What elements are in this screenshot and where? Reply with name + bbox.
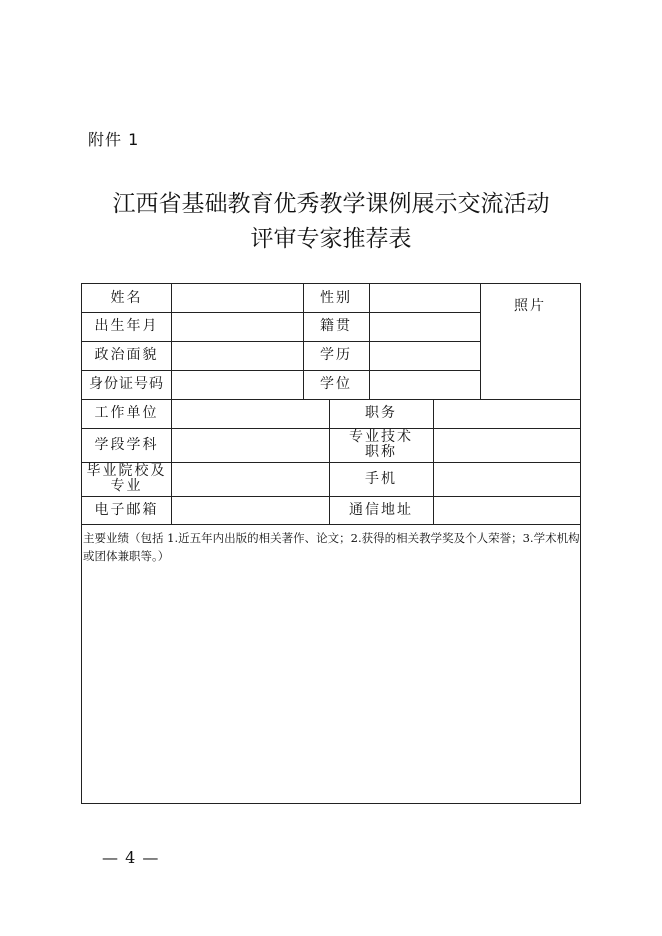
birth-field[interactable] — [171, 312, 303, 341]
political-label: 政治面貌 — [94, 347, 159, 363]
education-label: 学历 — [320, 347, 352, 363]
position-label: 职务 — [365, 405, 397, 421]
degree-field[interactable] — [369, 370, 480, 399]
work-unit-label: 工作单位 — [94, 405, 159, 421]
position-field[interactable] — [433, 399, 580, 428]
mobile-field[interactable] — [433, 462, 580, 496]
name-label: 姓名 — [110, 289, 143, 306]
native-place-label: 籍贯 — [320, 318, 352, 334]
achievements-label: 主要业绩（包括 1.近五年内出版的相关著作、论文；2.获得的相关教学奖及个人荣誉；3.学术机构或团体兼职等。） — [83, 531, 580, 563]
photo-label: 照片 — [514, 298, 546, 314]
degree-label: 学位 — [320, 376, 352, 392]
native-place-field[interactable] — [369, 312, 480, 341]
education-field[interactable] — [369, 341, 480, 370]
gender-label: 性别 — [320, 289, 352, 306]
attachment-label: 附件 1 — [88, 130, 140, 149]
page-title: 江西省基础教育优秀教学课例展示交流活动 — [112, 191, 550, 217]
page-subtitle: 评审专家推荐表 — [250, 226, 412, 252]
work-unit-field[interactable] — [171, 399, 329, 428]
mobile-label: 手机 — [365, 470, 397, 487]
graduate-school-field[interactable] — [171, 462, 329, 496]
id-number-field[interactable] — [171, 370, 303, 399]
subject-label: 学段学科 — [94, 436, 159, 453]
name-field[interactable] — [171, 284, 303, 312]
professional-title-label: 专业技术职称 — [349, 429, 413, 460]
graduate-school-label: 毕业院校及专业 — [86, 463, 167, 494]
address-field[interactable] — [433, 496, 580, 524]
achievements-field[interactable] — [83, 569, 579, 801]
email-field[interactable] — [171, 496, 329, 524]
gender-field[interactable] — [369, 284, 480, 312]
professional-title-field[interactable] — [433, 428, 580, 462]
recommendation-form — [81, 283, 581, 804]
page-number: — 4 — — [102, 848, 160, 867]
political-field[interactable] — [171, 341, 303, 370]
address-label: 通信地址 — [349, 501, 413, 518]
photo-box[interactable] — [480, 284, 580, 399]
id-number-label: 身份证号码 — [89, 376, 164, 392]
subject-field[interactable] — [171, 428, 329, 462]
email-label: 电子邮箱 — [94, 501, 159, 518]
birth-label: 出生年月 — [94, 318, 159, 334]
